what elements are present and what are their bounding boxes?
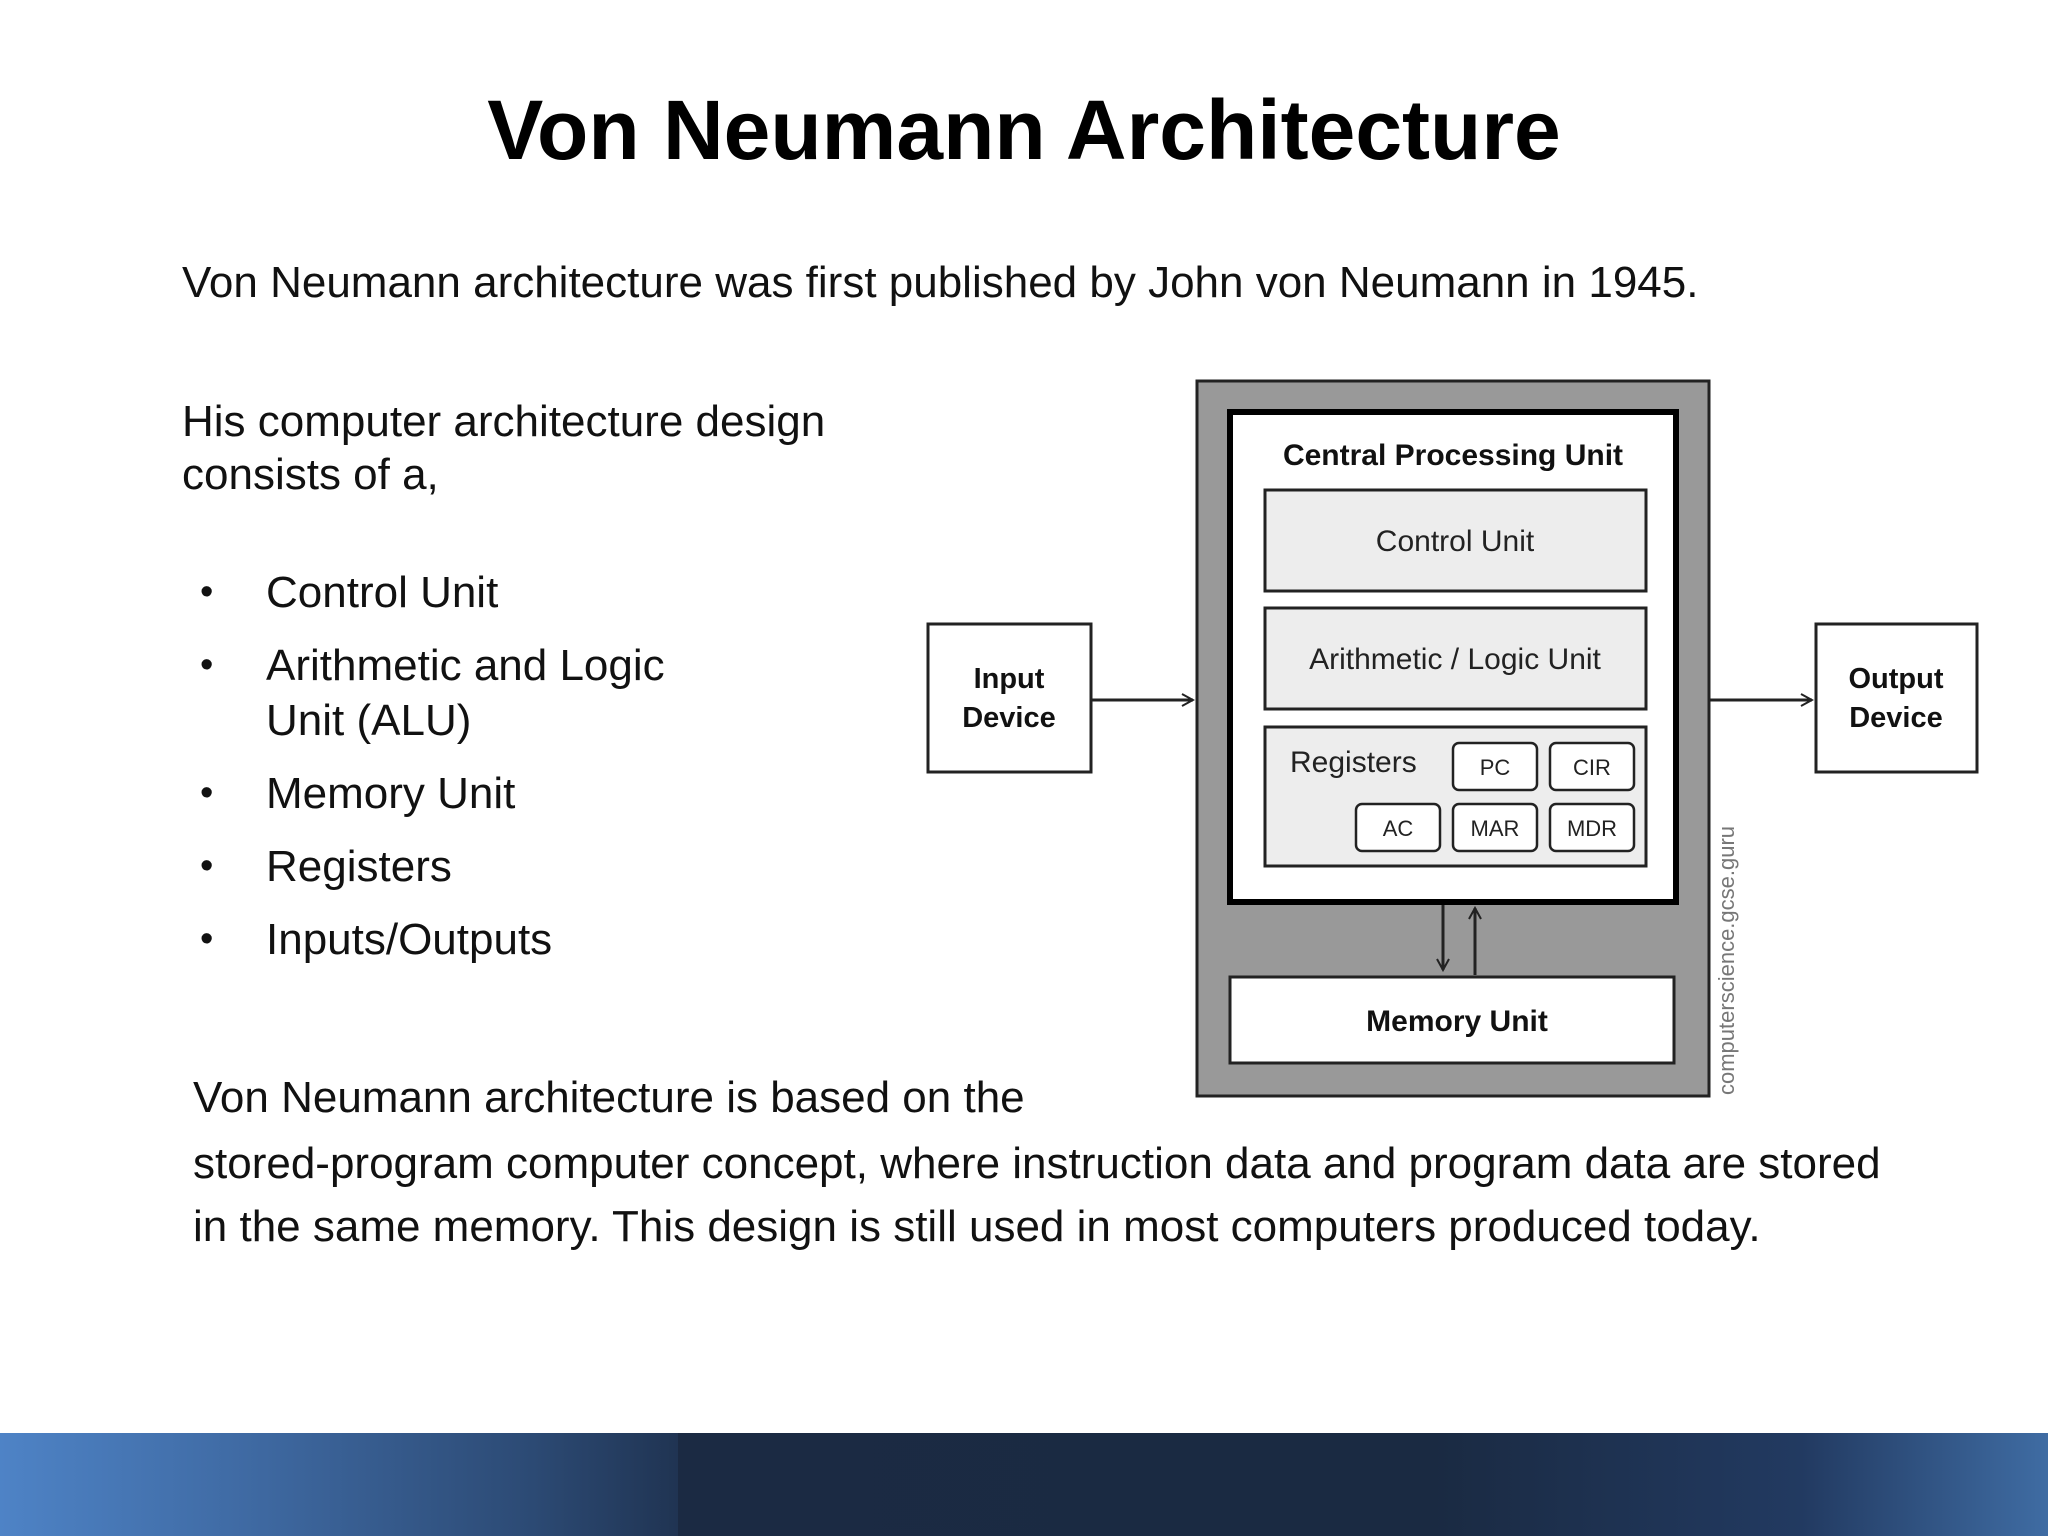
list-item-io (182, 912, 822, 967)
bottom-paragraph-line-1: Von Neumann architecture is based on the (193, 1073, 1025, 1122)
bullet-icon: • (200, 845, 214, 887)
list-item-memory-unit (182, 766, 822, 821)
register-pc-label: PC (1479, 755, 1511, 780)
register-mdr-label: MDR (1566, 816, 1618, 841)
bullet-icon: • (200, 644, 214, 686)
von-neumann-diagram (920, 375, 1980, 1101)
list-item-label: Arithmetic and Logic (266, 641, 665, 690)
bullet-icon: • (200, 772, 214, 814)
intro-text: Von Neumann architecture was first published by John von Neumann in 1945. (182, 258, 1699, 307)
list-item-label: Inputs/Outputs (266, 915, 553, 964)
output-device-box (1816, 624, 1977, 772)
footer-band-right (678, 1433, 2048, 1536)
bottom-paragraph (193, 1067, 1913, 1258)
registers-label: Registers (1290, 746, 1417, 779)
bottom-paragraph-rest: stored-program computer concept, where instruction data and program data are stored in the same memory. This design is still used in most computers produced today. (193, 1139, 1881, 1251)
watermark-text: computerscience.gcse.guru (1714, 825, 1739, 1095)
bullet-icon: • (200, 571, 214, 613)
consists-line-2: consists of a, (182, 449, 439, 499)
register-cir-label: CIR (1573, 755, 1611, 780)
consists-text (182, 396, 942, 502)
alu-label: Arithmetic / Logic Unit (1309, 643, 1601, 676)
cpu-title: Central Processing Unit (1282, 439, 1624, 472)
output-device-label-1: Output (1848, 663, 1944, 695)
component-list (182, 565, 822, 985)
list-item-label: Registers (266, 842, 452, 891)
input-device-label-2: Device (962, 702, 1056, 734)
input-device-box (928, 624, 1091, 772)
slide-title: Von Neumann Architecture (487, 83, 1561, 177)
list-item-label-cont: Unit (ALU) (266, 696, 472, 745)
bullet-icon: • (200, 918, 214, 960)
list-item-alu (182, 638, 822, 748)
register-mar-label: MAR (1470, 816, 1520, 841)
output-device-label-2: Device (1849, 702, 1943, 734)
list-item-label: Memory Unit (266, 769, 516, 818)
list-item-label: Control Unit (266, 568, 499, 617)
input-device-label-1: Input (973, 663, 1045, 695)
list-item-control-unit (182, 565, 822, 620)
list-item-registers (182, 839, 822, 894)
consists-line-1: His computer architecture design (182, 397, 826, 446)
control-unit-label: Control Unit (1375, 525, 1535, 558)
register-ac-label: AC (1382, 816, 1414, 841)
memory-unit-label: Memory Unit (1366, 1005, 1548, 1038)
